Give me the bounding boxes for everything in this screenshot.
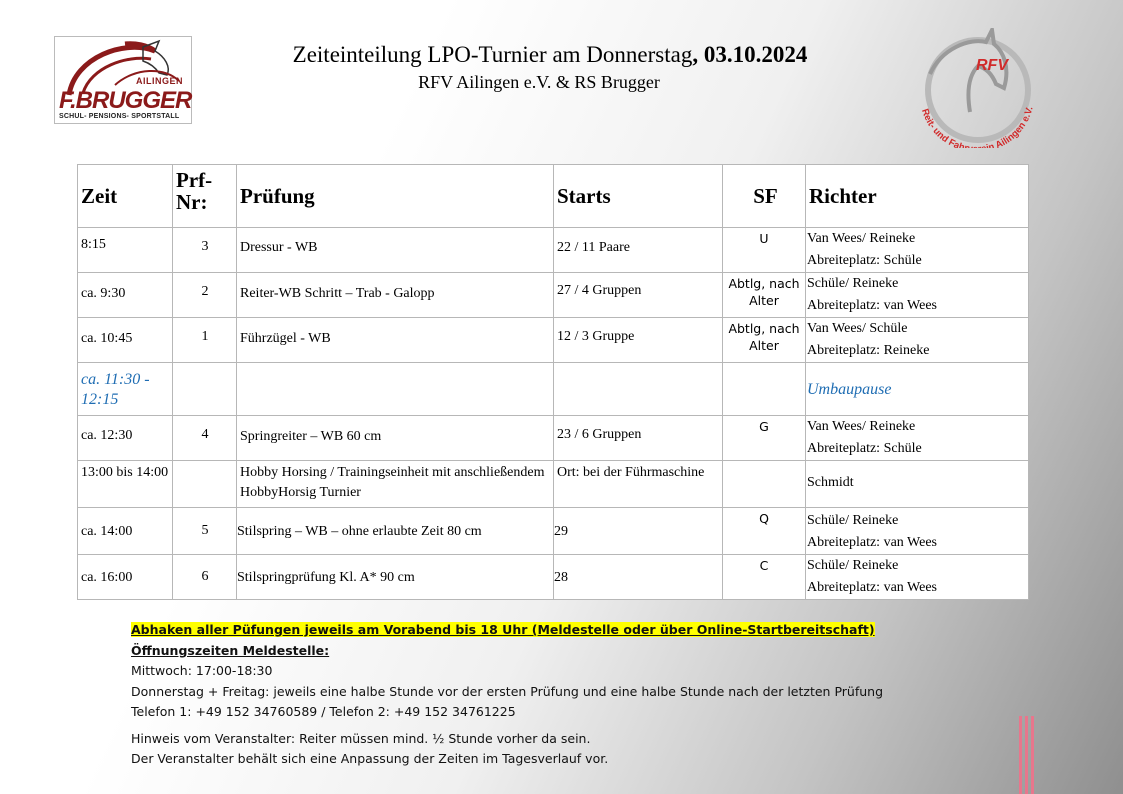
table-row [78, 318, 1029, 363]
page-subtitle: RFV Ailingen e.V. & RS Brugger [418, 72, 660, 92]
brugger-logo [54, 36, 192, 124]
cell-zeit: 13:00 bis 14:00 [81, 465, 169, 480]
rfv-ring-text: Reit- und Fah n Ailingen e.V. [919, 105, 1036, 148]
cell-sf [723, 461, 805, 463]
cell-abreiteplatz: Abreiteplatz: van Wees [807, 298, 938, 313]
logo-sub-text: SCHUL- PENSIONS- SPORTSTALL [59, 113, 180, 120]
header-nr: Prf-Nr: [173, 165, 237, 228]
title-date: , 03.10.2024 [692, 42, 808, 67]
cell-nr: 1 [201, 329, 209, 344]
cell-richter: Van Wees/ Schüle [807, 321, 908, 336]
header-pruefung: Prüfung [237, 165, 554, 228]
table-row [78, 508, 1029, 555]
cell-zeit: ca. 12:30 [81, 428, 133, 443]
cell-zeit: ca. 9:30 [81, 286, 126, 301]
organizer-notice: Hinweis vom Veranstalter: Reiter müssen mind. ½ Stunde vorher da sein. [131, 730, 591, 746]
cell-starts: 23 / 6 Gruppen [557, 427, 642, 442]
cell-zeit: ca. 14:00 [81, 524, 133, 539]
cell-nr: 4 [201, 427, 209, 442]
cell-pruefung: Hobby Horsing / Trainingseinheit mit anschließendem HobbyHorsig Turnier [240, 465, 545, 500]
opening-hours-wednesday: Mittwoch: 17:00-18:30 [131, 663, 273, 678]
cell-pruefung: Dressur - WB [240, 240, 318, 255]
cell-abreiteplatz: Abreiteplatz: Reineke [807, 343, 930, 358]
rfv-initials: RFV [976, 57, 1008, 74]
cell-richter: Schüle/ Reineke [807, 276, 899, 291]
cell-pruefung: Reiter-WB Schritt – Trab - Galopp [240, 286, 435, 301]
table-row [78, 461, 1029, 508]
cell-pruefung: Stilspring – WB – ohne erlaubte Zeit 80 cm [237, 524, 482, 539]
notes-section [131, 620, 951, 770]
cell-richter: Schmidt [807, 475, 854, 490]
cell-starts: 29 [554, 524, 568, 539]
cell-zeit: ca. 16:00 [81, 570, 133, 585]
cell-sf: C [759, 558, 769, 573]
decorative-bars [1019, 716, 1039, 794]
cell-abreiteplatz: Abreiteplatz: van Wees [807, 580, 938, 595]
cell-pruefung: Stilspringprüfung Kl. A* 90 cm [237, 570, 415, 585]
phone-numbers: Telefon 1: +49 152 34760589 / Telefon 2: +49 152 34761225 [131, 704, 516, 719]
cell-sf: Abtlg, nach Alter [728, 276, 800, 308]
cell-starts: 22 / 11 Paare [557, 240, 630, 255]
cell-richter: Van Wees/ Reineke [807, 231, 916, 246]
cell-nr: 5 [201, 523, 209, 538]
cell-abreiteplatz: Abreiteplatz: Schüle [807, 441, 922, 456]
header-zeit: Zeit [78, 165, 173, 228]
logo-brand-text: F.BRUGGER [59, 87, 192, 114]
cell-nr: 6 [201, 569, 209, 584]
cell-richter: Schüle/ Reineke [807, 558, 899, 573]
cell-sf: Abtlg, nach Alter [728, 321, 800, 353]
cell-starts: 12 / 3 Gruppe [557, 329, 635, 344]
table-header-row [78, 165, 1029, 228]
cell-abreiteplatz: Abreiteplatz: van Wees [807, 535, 938, 550]
cell-zeit: ca. 11:30 - 12:15 [81, 371, 150, 408]
cell-starts: 28 [554, 570, 568, 585]
cell-starts: 27 / 4 Gruppen [557, 283, 642, 298]
opening-hours-heading: Öffnungszeiten Meldestelle: [131, 642, 330, 658]
cell-abreiteplatz: Abreiteplatz: Schüle [807, 253, 922, 268]
table-row [78, 228, 1029, 273]
deadline-notice: Abhaken aller Püfungen jeweils am Vorabend bis 18 Uhr (Meldestelle oder über Online-Startbereitschaft) [131, 622, 875, 637]
cell-pruefung: Springreiter – WB 60 cm [240, 429, 382, 444]
cell-nr: 2 [201, 284, 209, 299]
cell-sf: U [759, 231, 769, 246]
organizer-disclaimer: Der Veranstalter behält sich eine Anpassung der Zeiten im Tagesverlauf vor. [131, 751, 609, 766]
cell-starts: Ort: bei der Führmaschine [557, 465, 705, 480]
page-title [200, 41, 900, 69]
cell-sf: G [759, 419, 769, 434]
header-starts: Starts [554, 165, 723, 228]
table-row-pause [78, 363, 1029, 416]
header-sf: SF [723, 165, 806, 228]
cell-pause-label: Umbaupause [807, 381, 892, 398]
cell-richter: Schüle/ Reineke [807, 513, 899, 528]
title-main: Zeiteinteilung LPO-Turnier am Donnerstag [292, 42, 693, 67]
opening-hours-thursday-friday: Donnerstag + Freitag: jeweils eine halbe Stunde vor der ersten Prüfung und eine halbe Stunde nach der letzten Prüfung [131, 683, 884, 699]
table-row [78, 273, 1029, 318]
cell-nr [173, 461, 236, 471]
cell-zeit: ca. 10:45 [81, 331, 133, 346]
rfv-horse-icon [900, 28, 1050, 148]
table-row [78, 555, 1029, 600]
logo-ailingen-text: AILINGEN [135, 76, 183, 86]
cell-zeit: 8:15 [81, 237, 106, 252]
cell-sf: Q [759, 511, 769, 526]
schedule-table [77, 164, 1029, 600]
header-richter: Richter [806, 165, 1029, 228]
rfv-logo [900, 28, 1050, 148]
cell-pruefung: Führzügel - WB [240, 331, 331, 346]
cell-nr: 3 [201, 239, 209, 254]
table-row [78, 416, 1029, 461]
cell-richter: Van Wees/ Reineke [807, 419, 916, 434]
